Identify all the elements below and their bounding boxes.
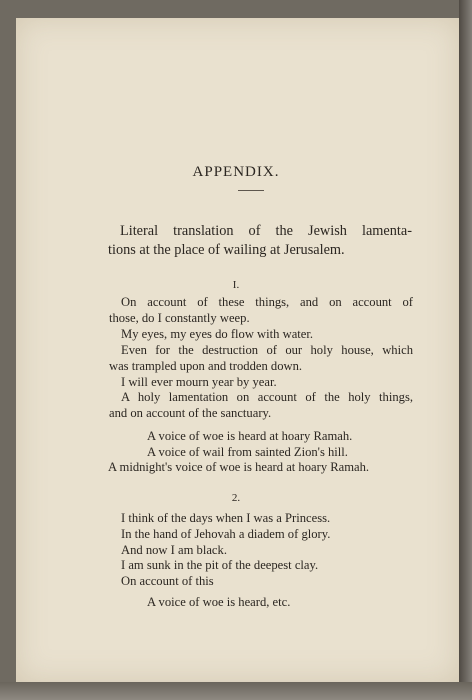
- section-1-line-6: I will ever mourn year by year.: [121, 375, 277, 389]
- section-1-refrain-1: A voice of woe is heard at hoary Ramah.: [147, 429, 353, 443]
- section-1-number: I.: [232, 279, 240, 291]
- section-1-refrain-2: A voice of wail from sainted Zion's hill.: [147, 445, 348, 459]
- appendix-title: APPENDIX.: [192, 164, 280, 180]
- title-rule: [238, 190, 264, 191]
- intro-line-2: tions at the place of wailing at Jerusalem.: [108, 242, 345, 258]
- intro-line-1: Literal translation of the Jewish lamenta-: [120, 223, 412, 239]
- section-1-refrain-3: A midnight's voice of woe is heard at hoary Ramah.: [108, 460, 370, 474]
- page-edge-bottom: [0, 682, 472, 700]
- section-2-line-4: I am sunk in the pit of the deepest clay.: [121, 558, 319, 572]
- section-2-line-3: And now I am black.: [121, 543, 227, 557]
- section-2-line-1: I think of the days when I was a Princess.: [121, 511, 331, 525]
- section-2-line-5: On account of this: [121, 574, 214, 588]
- page-edge-right: [459, 0, 472, 700]
- section-1-line-5: was trampled upon and trodden down.: [109, 359, 303, 373]
- section-1-line-2: those, do I constantly weep.: [109, 311, 250, 325]
- section-2-line-2: In the hand of Jehovah a diadem of glory.: [121, 527, 331, 541]
- section-2-refrain: A voice of woe is heard, etc.: [147, 595, 291, 609]
- section-2-number: 2.: [231, 492, 241, 504]
- section-1-line-7: A holy lamentation on account of the holy things,: [121, 390, 413, 404]
- section-1-line-1: On account of these things, and on account of: [121, 295, 413, 309]
- section-1-line-3: My eyes, my eyes do flow with water.: [121, 327, 314, 341]
- section-1-line-8: and on account of the sanctuary.: [109, 406, 272, 420]
- section-1-line-4: Even for the destruction of our holy house, which: [121, 343, 413, 357]
